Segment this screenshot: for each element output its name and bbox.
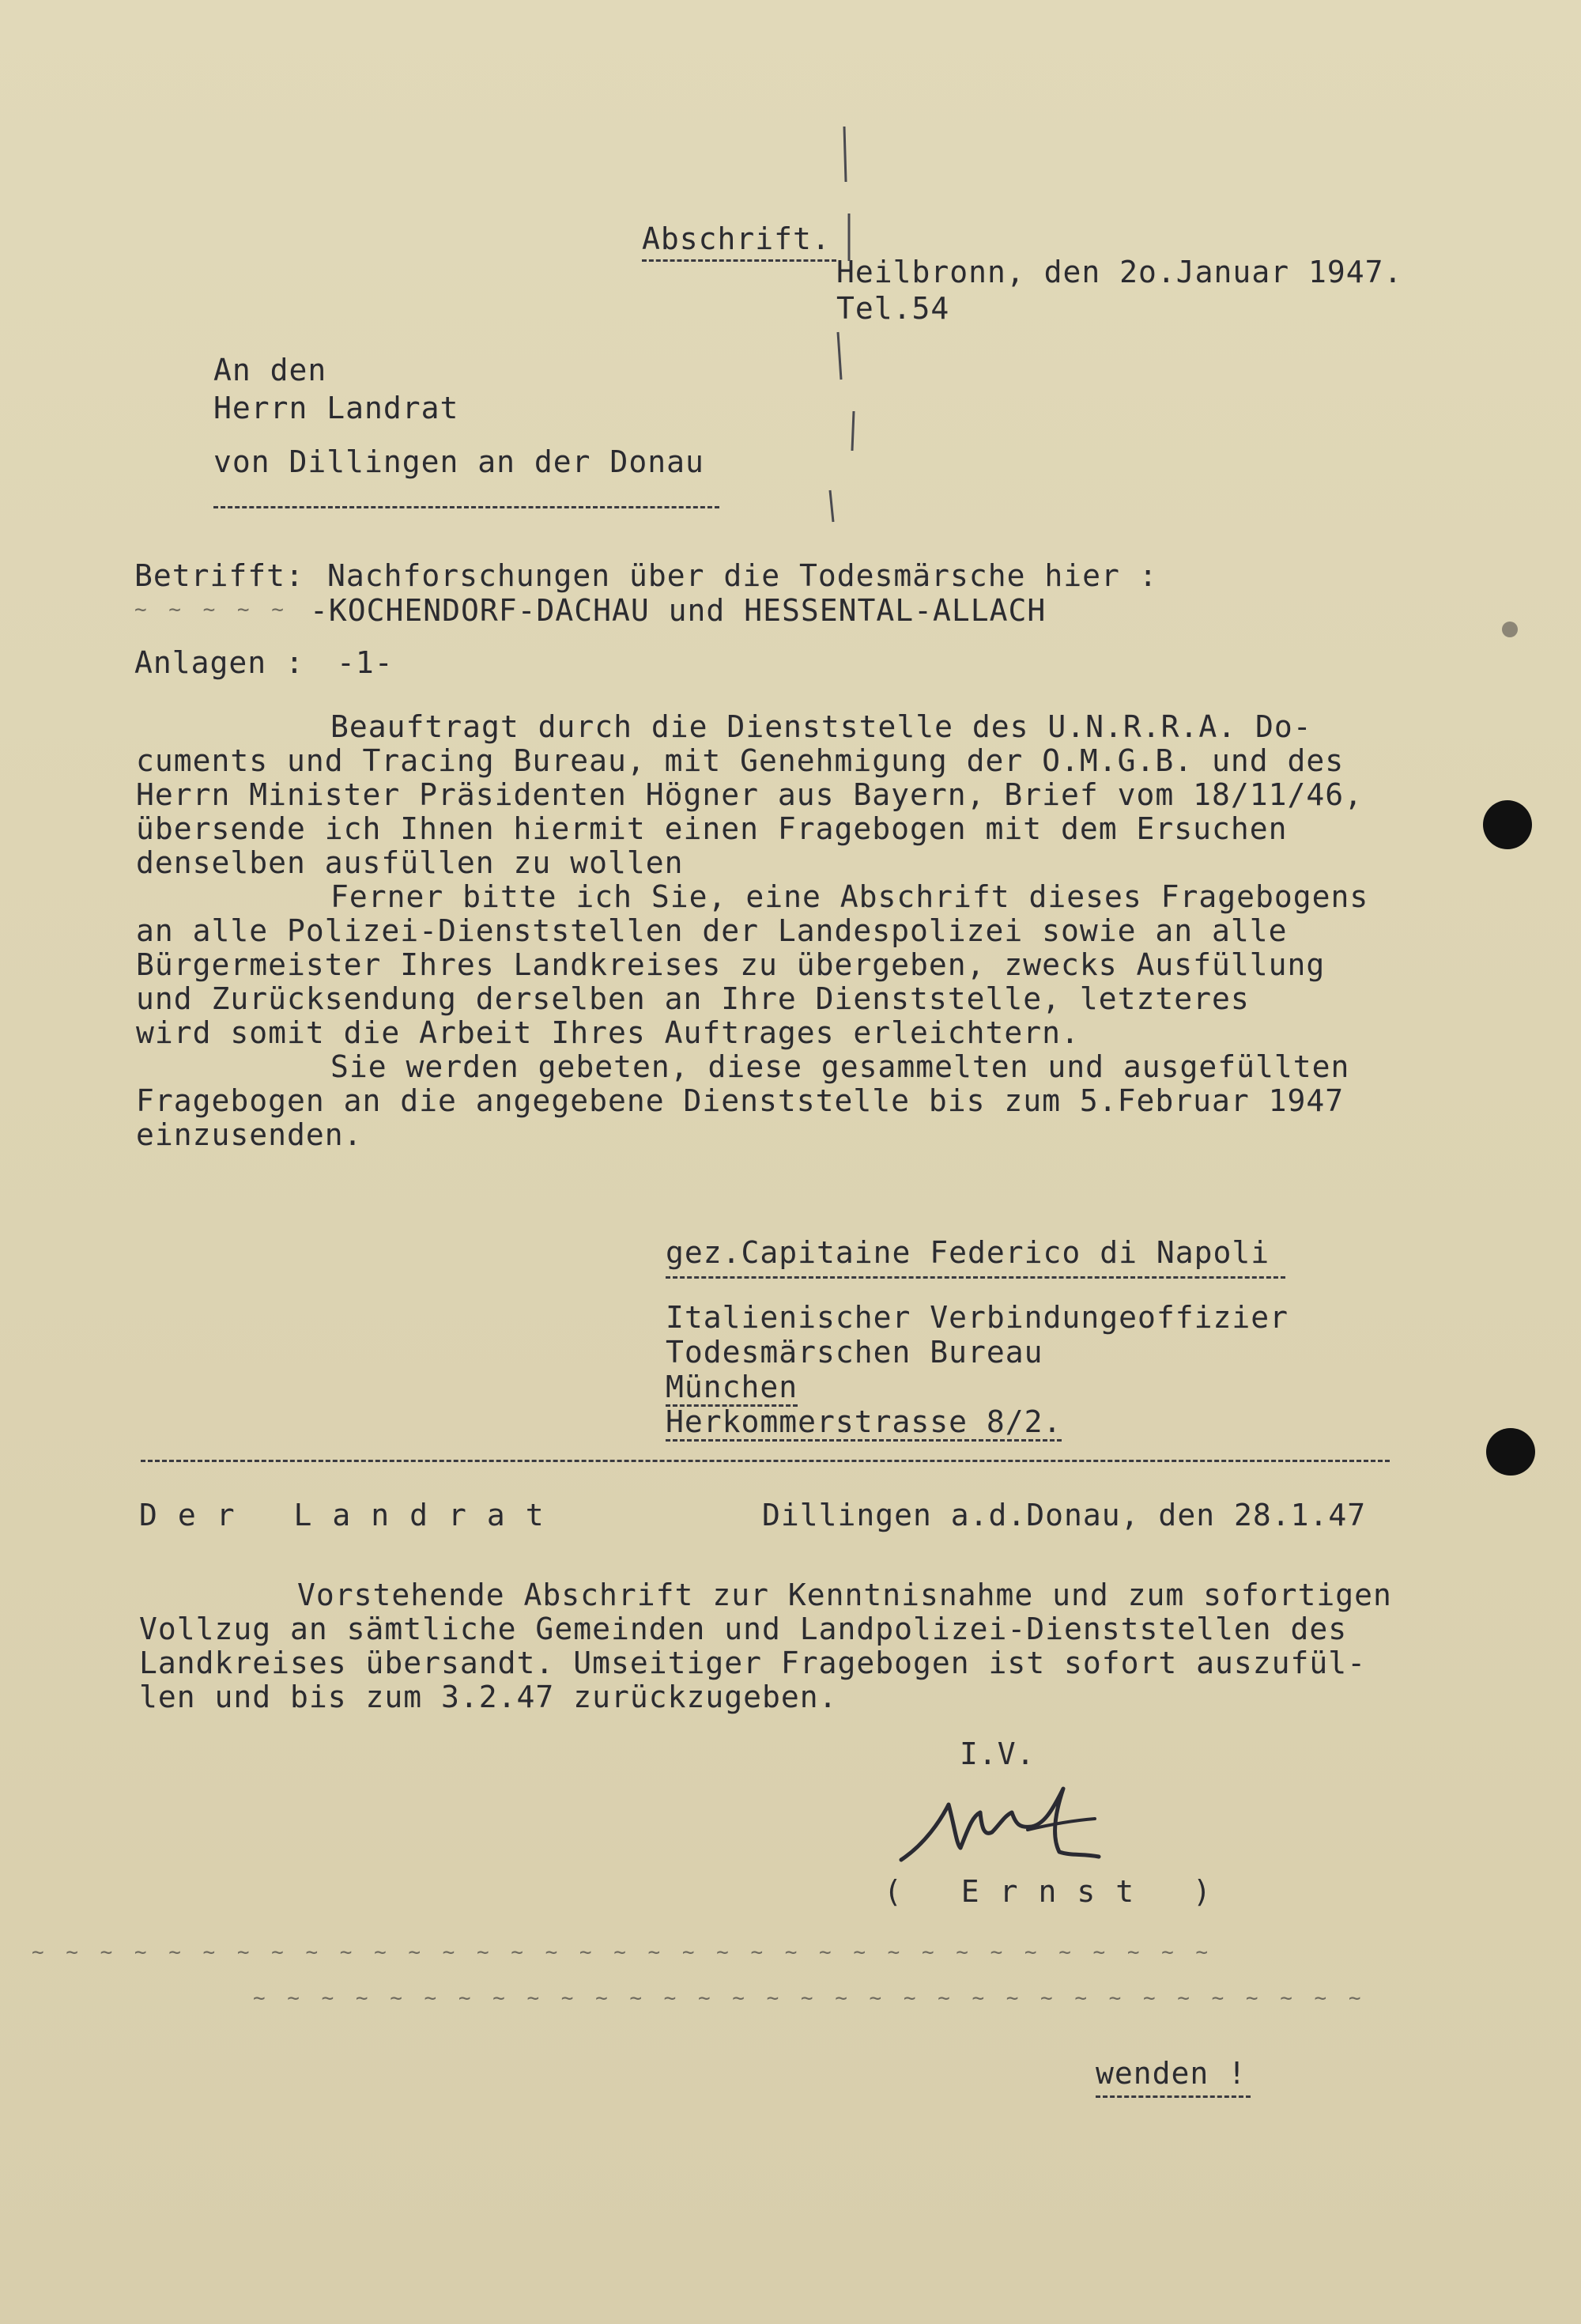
body-line-1: Beauftragt durch die Dienststelle des U.N.R.R.A. Do- [330,709,1312,744]
body-line-3: Herrn Minister Präsidenten Högner aus Bayern, Brief vom 18/11/46, [136,777,1364,812]
body-line-7: an alle Polizei-Dienststellen der Landespolizei sowie an alle [136,913,1288,948]
ink-blot-1 [1483,800,1532,849]
abschrift-underline [642,259,836,262]
signer-city: München [666,1370,798,1407]
second-line-2: Vollzug an sämtliche Gemeinden und Landpolizei-Dienststellen des [139,1612,1348,1646]
hole-mark [1502,622,1518,637]
body-line-9: und Zurücksendung derselben an Ihre Dienststelle, letzteres [136,981,1250,1016]
body-line-5: denselben ausfüllen zu wollen [136,845,684,880]
handwritten-signature [893,1781,1146,1876]
second-line-1: Vorstehende Abschrift zur Kenntnisnahme und zum sofortigen [297,1578,1392,1612]
signatory-name: ( Ernst ) [884,1874,1232,1909]
body-line-2: cuments und Tracing Bureau, mit Genehmigung der O.M.G.B. und des [136,743,1345,778]
iv-label: I.V. [960,1736,1036,1771]
ink-blot-2 [1486,1428,1535,1476]
subject-smudge: ~ ~ ~ ~ ~ [134,598,289,622]
signer-street: Herkommerstrasse 8/2. [666,1404,1062,1442]
place-date: Heilbronn, den 2o.Januar 1947. [836,255,1403,289]
body-line-8: Bürgermeister Ihres Landkreises zu übergeben, zwecks Ausfüllung [136,947,1326,982]
subject-line-1: Nachforschungen über die Todesmärsche hier : [327,558,1158,593]
body-line-4: übersende ich Ihnen hiermit einen Fragebogen mit dem Ersuchen [136,811,1288,846]
turn-over-note: wenden ! [1096,2056,1247,2091]
signed-underline [666,1276,1285,1279]
body-line-13: einzusenden. [136,1117,363,1152]
signed-by: gez.Capitaine Federico di Napoli [666,1235,1270,1270]
addressee-underline [213,506,719,508]
ink-smudge-row-2: ~ ~ ~ ~ ~ ~ ~ ~ ~ ~ ~ ~ ~ ~ ~ ~ ~ ~ ~ ~ ~ ~ ~ ~ ~ ~ ~ ~ ~ ~ ~ ~ ~ [253,1986,1366,2010]
second-line-4: len und bis zum 3.2.47 zurückzugeben. [139,1680,838,1714]
abschrift-label: Abschrift. [642,221,831,256]
turn-over-underline [1096,2095,1251,2098]
subject-label: Betrifft: [134,558,304,593]
ink-smudge-row: ~ ~ ~ ~ ~ ~ ~ ~ ~ ~ ~ ~ ~ ~ ~ ~ ~ ~ ~ ~ ~ ~ ~ ~ ~ ~ ~ ~ ~ ~ ~ ~ ~ ~ ~ [32,1940,1213,1964]
subject-line-2: -KOCHENDORF-DACHAU und HESSENTAL-ALLACH [310,593,1047,628]
telephone: Tel.54 [836,291,950,326]
body-line-6: Ferner bitte ich Sie, eine Abschrift dieses Fragebogens [330,879,1369,914]
addressee-line-1: An den [213,353,327,387]
body-line-12: Fragebogen an die angegebene Dienststelle bis zum 5.Februar 1947 [136,1083,1345,1118]
signer-office: Todesmärschen Bureau [666,1335,1043,1370]
addressee-line-2: Herrn Landrat [213,391,459,425]
vertical-pencil-marks [814,119,862,530]
body-line-11: Sie werden gebeten, diese gesammelten und ausgefüllten [330,1049,1350,1084]
addressee-line-3: von Dillingen an der Donau [213,444,704,479]
landrat-label: Der Landrat [139,1498,564,1532]
attachments-value: -1- [337,645,394,680]
section-divider [141,1460,1390,1462]
attachments-label: Anlagen : [134,645,304,680]
second-line-3: Landkreises übersandt. Umseitiger Fragebogen ist sofort auszufül- [139,1646,1367,1680]
second-place-date: Dillingen a.d.Donau, den 28.1.47 [762,1498,1367,1532]
body-line-10: wird somit die Arbeit Ihres Auftrages erleichtern. [136,1015,1080,1050]
signer-title: Italienischer Verbindungeoffizier [666,1300,1289,1335]
